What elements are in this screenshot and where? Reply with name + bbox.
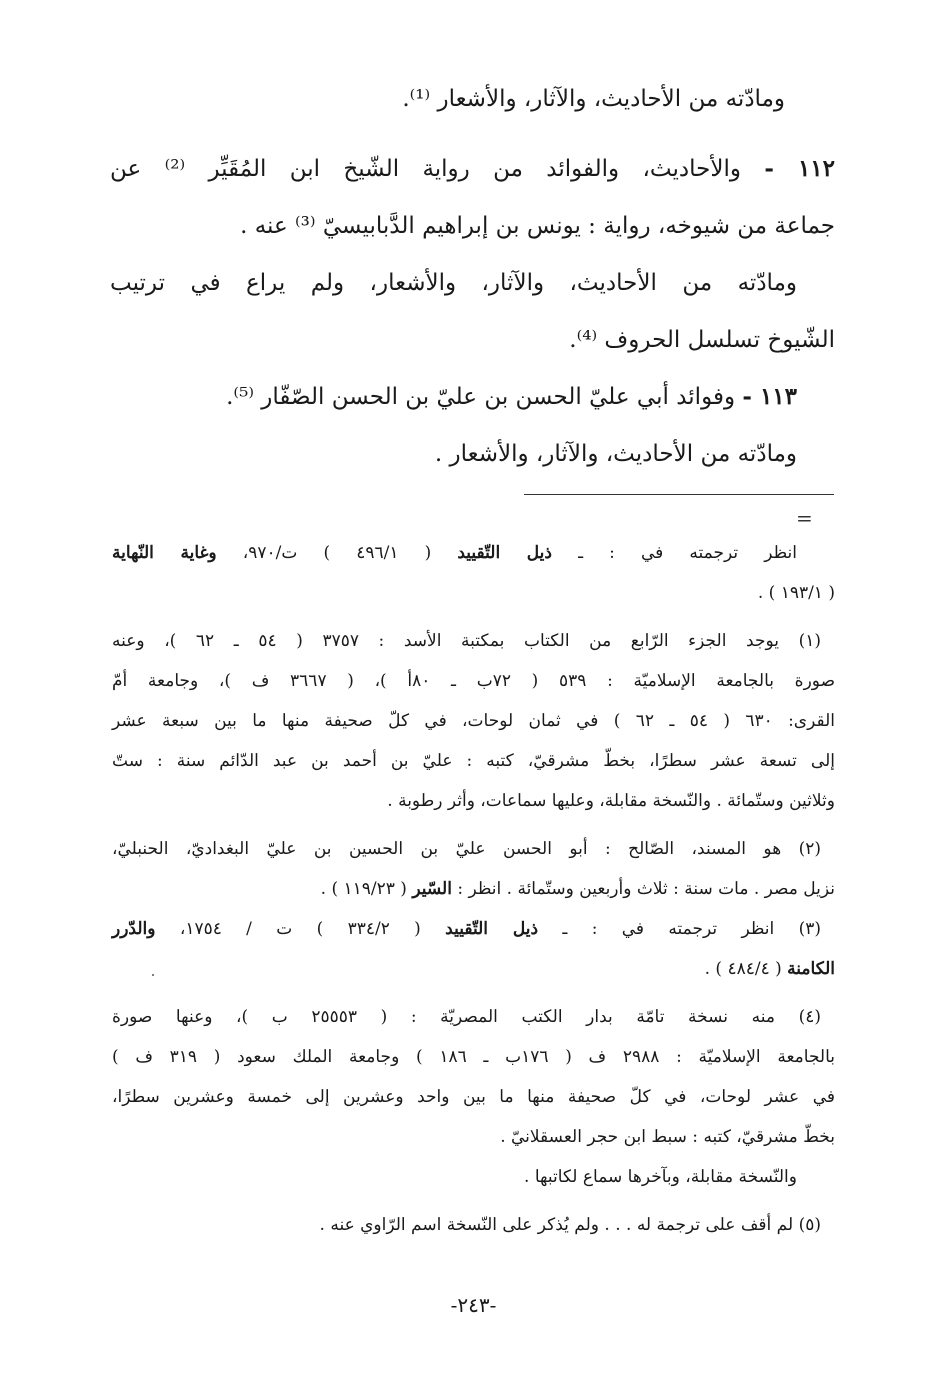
footnote-intro-line-1 xyxy=(112,540,797,566)
main-line-1: ومادّته من الأحاديث، والآثار، والأشعار ⁽¹⁾. xyxy=(402,86,785,112)
para-2-line-2: الشّيوخ تسلسل الحروف ⁽⁴⁾. xyxy=(569,327,835,353)
footnote-separator xyxy=(524,494,834,495)
entry-112-line-1 xyxy=(110,154,835,184)
fn-text: ( ٣٣٤/٢ ) ت / ١٧٥٤، xyxy=(179,919,421,939)
footnote-4-line-4: بخطّ مشرقيّ، كتبه : سبط ابن حجر العسقلانيّ . xyxy=(500,1127,835,1147)
page-number: -٢٤٣- xyxy=(450,1293,497,1317)
fn-text: ( ١١٩/٢٣ ) . xyxy=(320,879,407,899)
fn-text: نزيل مصر . مات سنة : ثلاث وأربعين وستّمائة . انظر : xyxy=(457,879,835,899)
fn-book-title: ذيل التّقييد xyxy=(445,919,539,939)
footnote-1-line-5: وثلاثين وستّمائة . والنّسخة مقابلة، وعليها سماعات، وأثر رطوبة . xyxy=(387,791,835,811)
fn-book-title: السّير xyxy=(412,879,452,899)
fn-text: (٣) انظر ترجمته في : ـ xyxy=(562,919,821,939)
footnote-3-line-2 xyxy=(705,956,835,982)
entry-text: وفوائد أبي عليّ الحسن بن عليّ بن الحسن الصّفّار ⁽⁵⁾. xyxy=(226,384,736,410)
entry-number: ١١٢ - xyxy=(764,155,835,182)
entry-112-line-2: جماعة من شيوخه، رواية : يونس بن إبراهيم الدَّبابيسيّ ⁽³⁾ عنه . xyxy=(240,213,835,239)
footnote-1-line-4: إلى تسعة عشر سطرًا، بخطّ مشرقيّ، كتبه : عليّ بن أحمد بن عبد الدّائم سنة : ستّ xyxy=(112,751,835,771)
footnote-4-line-3: في عشر لوحات، في كلّ صحيفة منها ما بين واحد وعشرين إلى خمسة وعشرين سطرًا، xyxy=(112,1087,835,1107)
footnote-1-line-2: صورة بالجامعة الإسلاميّة : ٥٣٩ ( ٧٢ب ـ ٨٠أ )، ( ٣٦٦٧ ف )، وجامعة أمّ xyxy=(112,671,836,691)
footnote-5-line-1: (٥) لم أقف على ترجمة له . . . ولم يُذكر على النّسخة اسم الرّاوي عنه . xyxy=(319,1215,821,1235)
main-line-last: ومادّته من الأحاديث، والآثار، والأشعار . xyxy=(434,441,797,467)
fn-book-title: الكامنة xyxy=(787,959,835,979)
footnote-4-line-5: والنّسخة مقابلة، وبآخرها سماع لكاتبها . xyxy=(524,1167,797,1187)
fn-book-title: وغاية النّهاية xyxy=(112,543,217,563)
footnote-1-line-3: القرى: ٦٣٠ ( ٥٤ ـ ٦٢ ) في ثمان لوحات، في كلّ صحيفة منها ما بين سبعة عشر xyxy=(112,711,835,731)
entry-number: ١١٣ - xyxy=(742,383,797,410)
fn-book-title: والدّرر xyxy=(112,919,156,939)
stray-dot xyxy=(152,974,154,976)
fn-text: انظر ترجمته في : ـ xyxy=(578,543,797,563)
footnote-2-line-2 xyxy=(321,876,835,902)
footnote-4-line-2: بالجامعة الإسلاميّة : ٢٩٨٨ ف ( ١٧٦ب ـ ١٨٦ ) وجامعة الملك سعود ( ٣١٩ ف ) xyxy=(112,1047,836,1067)
footnote-3-line-1 xyxy=(112,916,821,942)
entry-113-line-1 xyxy=(226,382,797,412)
separator-mark: = xyxy=(796,506,813,530)
fn-text: ( ٤٨٤/٤ ) . xyxy=(704,959,782,979)
footnote-4-line-1: (٤) منه نسخة تامّة بدار الكتب المصريّة : ( ٢٥٥٥٣ ب )، وعنها صورة xyxy=(112,1007,821,1027)
entry-text: والأحاديث، والفوائد من رواية الشّيخ ابن المُقَيِّر ⁽²⁾ عن xyxy=(110,156,741,182)
fn-book-title: ذيل التّقييد xyxy=(457,543,552,563)
footnote-1-line-1: (١) يوجد الجزء الرّابع من الكتاب بمكتبة الأسد : ٣٧٥٧ ( ٥٤ ـ ٦٢ )، وعنه xyxy=(112,631,821,651)
fn-text: ( ٤٩٦/١ ) ت/٩٧٠، xyxy=(242,543,432,563)
para-2-line-1: ومادّته من الأحاديث، والآثار، والأشعار، ولم يراع في ترتيب xyxy=(110,270,797,296)
footnote-2-line-1: (٢) هو المسند، الصّالح : أبو الحسن عليّ بن الحسين بن عليّ البغداديّ، الحنبليّ، xyxy=(112,839,821,859)
footnote-intro-line-2: ( ١٩٣/١ ) . xyxy=(757,583,835,603)
